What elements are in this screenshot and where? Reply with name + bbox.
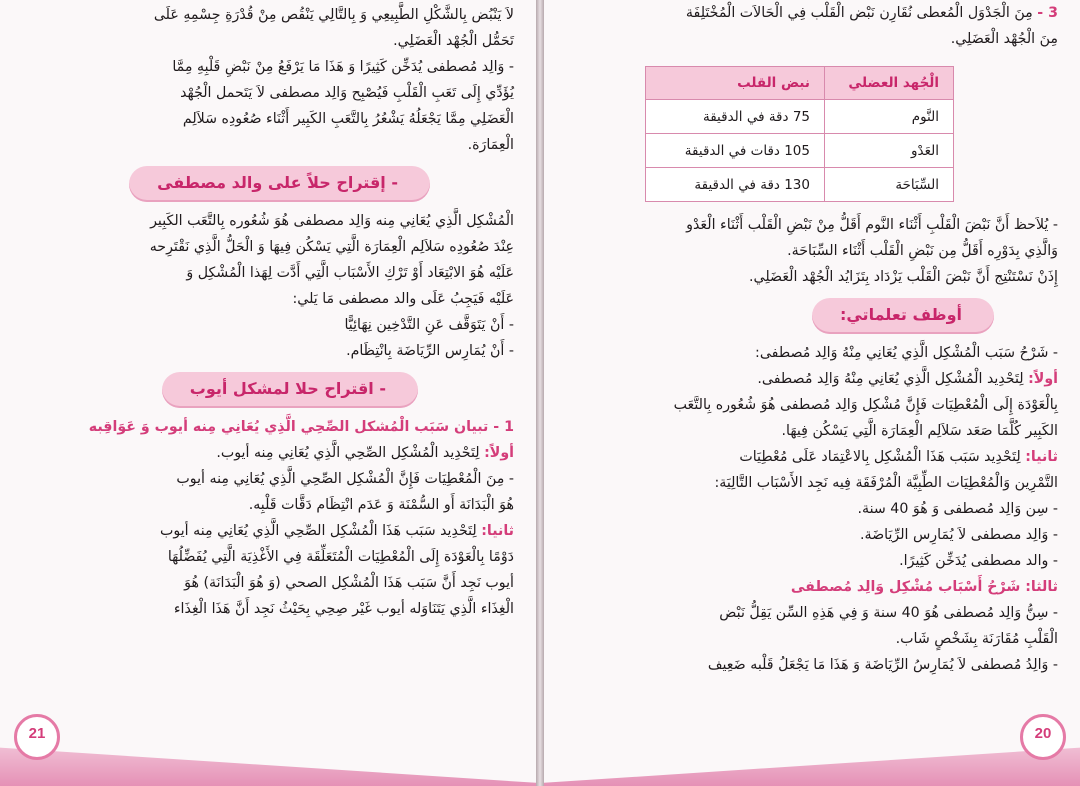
text-line bbox=[588, 444, 1058, 470]
page-number: 20 bbox=[1020, 714, 1066, 760]
text-line: أيوب نَجِد أَنَّ سَبَب هَذَا الْمُشْكِل الصحي (وَ هُوَ الْبَدَانَة) هُوَ bbox=[184, 575, 514, 591]
text-line: - سِن وَالِد مُصطفى وَ هُوَ 40 سنة. bbox=[857, 501, 1058, 517]
table-cell: 130 دقة في الدقيقة bbox=[646, 168, 825, 202]
text-line: الْمُشْكِل الَّذِي يُعَانِي مِنه وَالِد مصطفى هُوَ شُعُوره بِالتَّعَب الكَبِير bbox=[150, 213, 514, 229]
table-cell: 75 دقة في الدقيقة bbox=[646, 100, 825, 134]
text-line: الْعَضَلِي مِمَّا يَجْعَلُهُ يَشْعُرُ بِالتَّعَبِ الكَبِير أَثْنَاء صُعُودِه سَلاَلِم bbox=[182, 111, 514, 127]
text-line: تَحَمُّل الْجُهْد الْعَضَلِي. bbox=[393, 33, 514, 49]
book-spine bbox=[536, 0, 544, 786]
table-row bbox=[646, 168, 954, 202]
section-banner: - إقتراح حلاً على والد مصطفى bbox=[129, 166, 430, 202]
text-line: الْعِمَارَة. bbox=[467, 137, 514, 153]
step-text: لِتَحْدِيد الْمُشْكِل الصِّحِي الَّذِي يُعَانِي مِنه أيوب. bbox=[216, 445, 485, 461]
right-page bbox=[544, 0, 1080, 786]
text-line: التَّمْرِين وَالْمُعْطِيَات الطِّبِيَّة الْمُرْفَقَة فِيه نَجِد الأَسْبَاب التَّالِيَة: bbox=[714, 475, 1058, 491]
text-line: عِنْدَ صُعُودِه سَلاَلِم الْعِمَارَة الَّتِي يَسْكُن فِيهَا وَ الْحَلُّ الَّذِي نَقْتَرِحه bbox=[149, 239, 514, 255]
text-line: الْغِذَاء الَّذِي يَتَنَاوَله أيوب غَيْر صِحِي بِحَيْثُ نَجِد أَنَّ هَذَا الْغِذَاء bbox=[173, 601, 514, 617]
table-row bbox=[646, 134, 954, 168]
text-line: - سِنُّ وَالِد مُصطفى هُوَ 40 سنة وَ فِي هَذِهِ السِّن يَقِلُّ نَبْض bbox=[719, 605, 1058, 621]
step-text: لِتَحْدِيد سَبَب هَذَا الْمُشْكِل الصِّحِي الَّذِي يُعَانِي مِنه أيوب bbox=[160, 523, 482, 539]
table-cell: العَدْو bbox=[825, 134, 954, 168]
section-banner: أوظف تعلماتي: bbox=[812, 298, 994, 334]
step-label: ثالثا: bbox=[1025, 579, 1058, 595]
text-line: هُوَ الْبَدَانَة أَو السُّمْنَة وَ عَدَم انْتِظَام دَقَّات قَلْبِه. bbox=[248, 497, 514, 513]
text-line: الكَبِير كُلَّمَا صَعَد سَلاَلِم الْعِمَارَة الَّتِي يَسْكُن فِيهَا. bbox=[781, 423, 1058, 439]
text-line: - وَالِد مُصطفى يُدَخِّن كَثِيرًا وَ هَذَا مَا يَرْفَعُ مِنْ نَبْضِ قَلْبِهِ مِمَّا bbox=[172, 59, 514, 75]
column-header: الْجُهد العضلي bbox=[825, 67, 954, 100]
text-line: - والد مصطفى يُدَخِّن كَثِيرًا. bbox=[899, 553, 1058, 569]
table-cell: السِّبَاحَة bbox=[825, 168, 954, 202]
text-line: - أَنْ يَتَوَقَّف عَنِ التَّدْخِين نِهَائِيًّا bbox=[344, 317, 514, 333]
page-footer-band bbox=[0, 722, 536, 786]
text-line: - مِنَ الْمُعْطِيَات فَإِنَّ الْمُشْكِل الصِّحِي الَّذِي يُعَانِي مِنه أيوب bbox=[176, 471, 514, 487]
step-label: ثانيا: bbox=[481, 523, 514, 539]
heart-rate-table bbox=[645, 66, 954, 202]
text-line: عَلَيْه فَيَجِبُ عَلَى والد مصطفى مَا يَلي: bbox=[292, 291, 514, 307]
text-line bbox=[26, 518, 514, 544]
page-footer-band bbox=[544, 722, 1080, 786]
text-line: لاَ يَنْبُض بِالشَّكْلِ الطَّبِيعِي وَ بِالتَّالِي يَنْقُص مِنْ قُدْرَةِ جِسْمِهِ عَلَى bbox=[153, 7, 514, 23]
column-header: نبض القلب bbox=[646, 67, 825, 100]
text-line: - أَنْ يُمَارِس الرِّيَاضَة بِانْتِظَام. bbox=[346, 343, 514, 359]
table-header-row bbox=[646, 67, 954, 100]
text-line: - وَالِد مصطفى لاَ يُمَارِس الرِّيَاضَة. bbox=[859, 527, 1058, 543]
text-line: مِنَ الْجُهْد الْعَضَلِي. bbox=[950, 31, 1058, 47]
step-text: لِتَحْدِيد سَبَب هَذَا الْمُشْكِل بِالاعْتِمَاد عَلَى مُعْطِيَات bbox=[739, 449, 1026, 465]
text-line: وَالَّذِي بِدَوْرِه أَقَلُّ مِن نَبْضِ الْقَلْب أَثْنَاء السِّبَاحَة. bbox=[787, 243, 1058, 259]
question-text: مِنَ الْجَدْوَل الْمُعطى نُقَارِن نَبْض الْقَلْب فِي الْحَالاَت الْمُخْتَلِفَة bbox=[685, 5, 1038, 21]
text-line: الْقَلْبِ مُقَارَنَة بِشَخْصٍ شَاب. bbox=[895, 631, 1058, 647]
text-line: يُؤَدِّي إِلَى تَعَبِ الْقَلْبِ فَيُصْبِح وَالِد مصطفى لاَ يَتَحمل الْجُهْد bbox=[180, 85, 514, 101]
text-line: - وَالِدُ مُصطفى لاَ يُمَارِسُ الرِّيَاضَة وَ هَذَا مَا يَجْعَلُ قَلْبه ضَعِيف bbox=[707, 657, 1058, 673]
step-text: لِتَحْدِيد الْمُشْكِل الَّذِي يُعَانِي مِنْهُ وَالِد مُصطفى. bbox=[757, 371, 1029, 387]
step-label: ثانيا: bbox=[1025, 449, 1058, 465]
question-heading: 1 - تبيان سَبَب الْمُشكل الصِّحِي الَّذِي يُعَانِي مِنه أيوب وَ عَوَاقِبه bbox=[88, 419, 514, 435]
left-page bbox=[0, 0, 536, 786]
text-line bbox=[588, 366, 1058, 392]
text-line: إِذَنْ نَسْتَنْتِج أَنَّ نَبْضَ الْقَلْب يَزْدَاد بِتَزَايُد الْجُهْد الْعَضَلِي. bbox=[748, 269, 1058, 285]
text-line bbox=[588, 574, 1058, 600]
right-text-column bbox=[588, 0, 1058, 678]
page-number: 21 bbox=[14, 714, 60, 760]
section-banner: - اقتراح حلا لمشكل أيوب bbox=[162, 372, 418, 408]
question-number: 3 - bbox=[1037, 5, 1058, 21]
table-cell: 105 دقات في الدقيقة bbox=[646, 134, 825, 168]
text-line: بِالْعَوْدَة إِلَى الْمُعْطِيَات فَإِنَّ مُشْكِل وَالِد مُصطفى هُوَ شُعُوره بِالتَّعَب bbox=[673, 397, 1058, 413]
text-line: دَوْمًا بِالْعَوْدَة إِلَى الْمُعْطِيَات الْمُتَعَلِّقَة فِي الأَغْذِيَة الَّتِي يُفَضِّلُهَا bbox=[167, 549, 514, 565]
text-line: - شَرْحُ سَبَب الْمُشْكِل الَّذِي يُعَانِي مِنْهُ وَالِد مُصطفى: bbox=[755, 345, 1058, 361]
text-line bbox=[26, 440, 514, 466]
text-line: عَلَيْه هُوَ الابْتِعَاد أَوْ تَرْكِ الأَسْبَاب الَّتِي أَدَّت لِهَذا الْمُشْكِل وَ bbox=[186, 265, 514, 281]
left-text-column bbox=[26, 2, 514, 622]
step-text: شَرْحُ أَسْبَاب مُشْكِل وَالِد مُصطفى bbox=[790, 579, 1026, 595]
text-line: - يُلاَحظ أَنَّ نَبْضَ الْقَلْبِ أَثْنَاء النَّوم أَقَلُّ مِنْ نَبْضِ الْقَلْب أَثْنَاء الْعَدْو bbox=[686, 217, 1058, 233]
table-row bbox=[646, 100, 954, 134]
text-line bbox=[588, 0, 1058, 26]
step-label: أولاً: bbox=[1028, 371, 1058, 387]
table-cell: النَّوم bbox=[825, 100, 954, 134]
step-label: أولاً: bbox=[484, 445, 514, 461]
